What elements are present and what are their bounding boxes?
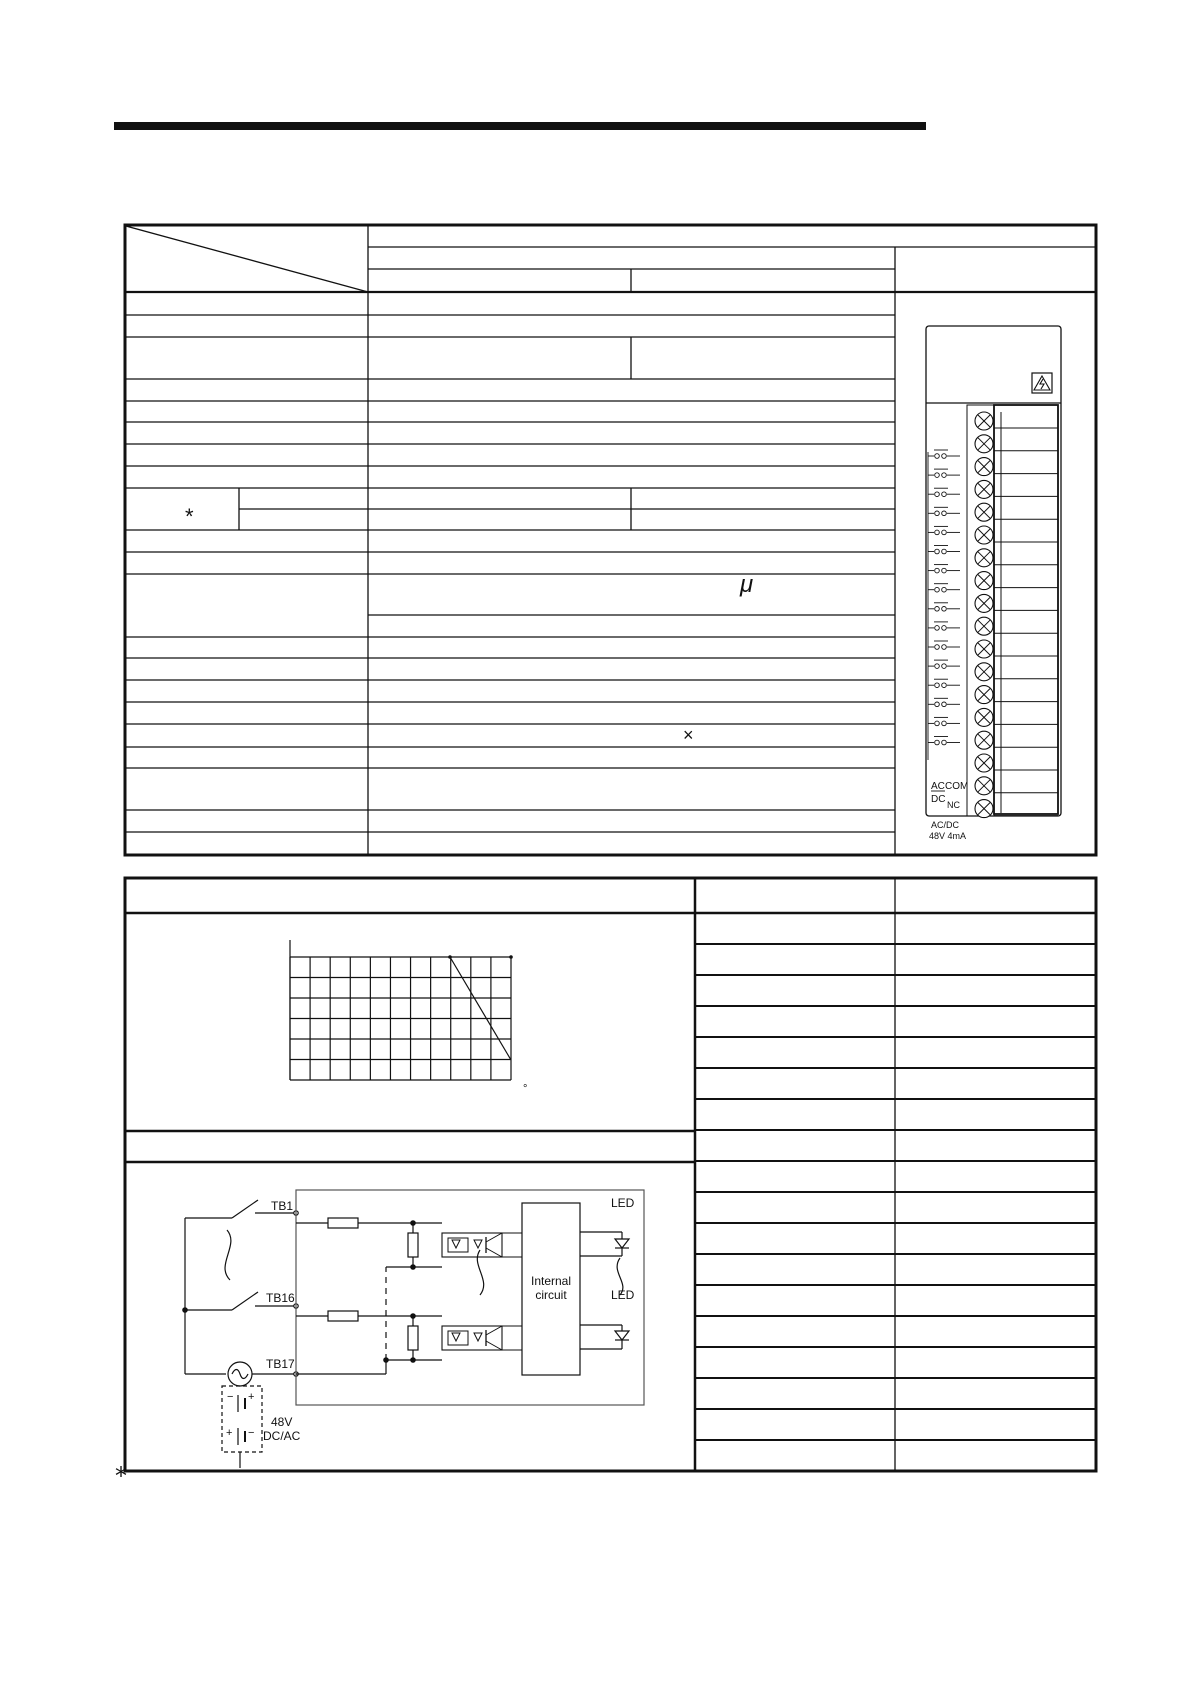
input-indicator — [928, 641, 960, 649]
input-indicator — [928, 698, 960, 706]
terminal-label-cells — [994, 428, 1058, 816]
input-indicator — [928, 660, 960, 668]
terminal-screws — [975, 412, 993, 818]
wiring-labels — [226, 1196, 635, 1443]
terminal-tb17: TB17 — [266, 1357, 295, 1371]
input-indicator — [928, 526, 960, 534]
rating-line-1: AC/DC — [931, 820, 960, 830]
module-face-illustration — [926, 326, 1061, 841]
input-indicator — [928, 622, 960, 630]
internal-circuit-label-1: Internal — [530, 1274, 572, 1288]
input-indicator — [928, 737, 960, 745]
supply-minus-top: − — [227, 1391, 234, 1403]
terminal-tb16: TB16 — [266, 1291, 295, 1305]
led-label-16: LED — [611, 1288, 635, 1302]
ac-label: AC — [931, 781, 945, 792]
photocoupler-1 — [442, 1233, 522, 1257]
input-indicator — [928, 507, 960, 515]
input-indicator — [928, 565, 960, 573]
high-voltage-warning-icon — [1032, 373, 1052, 393]
chart-unit-mark: ° — [523, 1083, 528, 1095]
supply-type: DC/AC — [263, 1429, 301, 1443]
lower-table — [125, 878, 1096, 1471]
supply-plus-top: + — [248, 1391, 255, 1403]
supply-plus-bottom: + — [226, 1427, 233, 1439]
supply-minus-bottom: − — [248, 1427, 255, 1439]
input-indicator — [928, 546, 960, 554]
terminal-tb1: TB1 — [271, 1199, 294, 1213]
input-indicator-rows — [928, 450, 960, 760]
times-symbol: × — [683, 725, 694, 745]
derating-chart — [290, 940, 527, 1095]
spec-table — [125, 225, 1096, 855]
note-mark: * — [185, 504, 194, 529]
rating-line-2: 48V 4mA — [929, 831, 967, 841]
internal-circuit-label-2: circuit — [535, 1288, 567, 1302]
com-label: COM — [945, 781, 969, 792]
input-indicator — [928, 488, 960, 496]
chart-grid — [290, 957, 511, 1080]
nc-label: NC — [947, 800, 960, 810]
input-indicator — [928, 450, 960, 458]
input-indicator — [928, 717, 960, 725]
dc-label: DC — [931, 794, 946, 805]
photocoupler-16 — [442, 1326, 522, 1350]
micro-symbol: μ — [740, 571, 754, 598]
input-indicator — [928, 584, 960, 592]
derating-line — [450, 957, 511, 1060]
input-indicator — [928, 603, 960, 611]
footnote-mark: * — [115, 1462, 127, 1490]
supply-voltage: 48V — [271, 1415, 293, 1429]
led-label-1: LED — [611, 1196, 635, 1210]
input-indicator — [928, 679, 960, 687]
input-indicator — [928, 469, 960, 477]
title-bar — [114, 122, 926, 130]
